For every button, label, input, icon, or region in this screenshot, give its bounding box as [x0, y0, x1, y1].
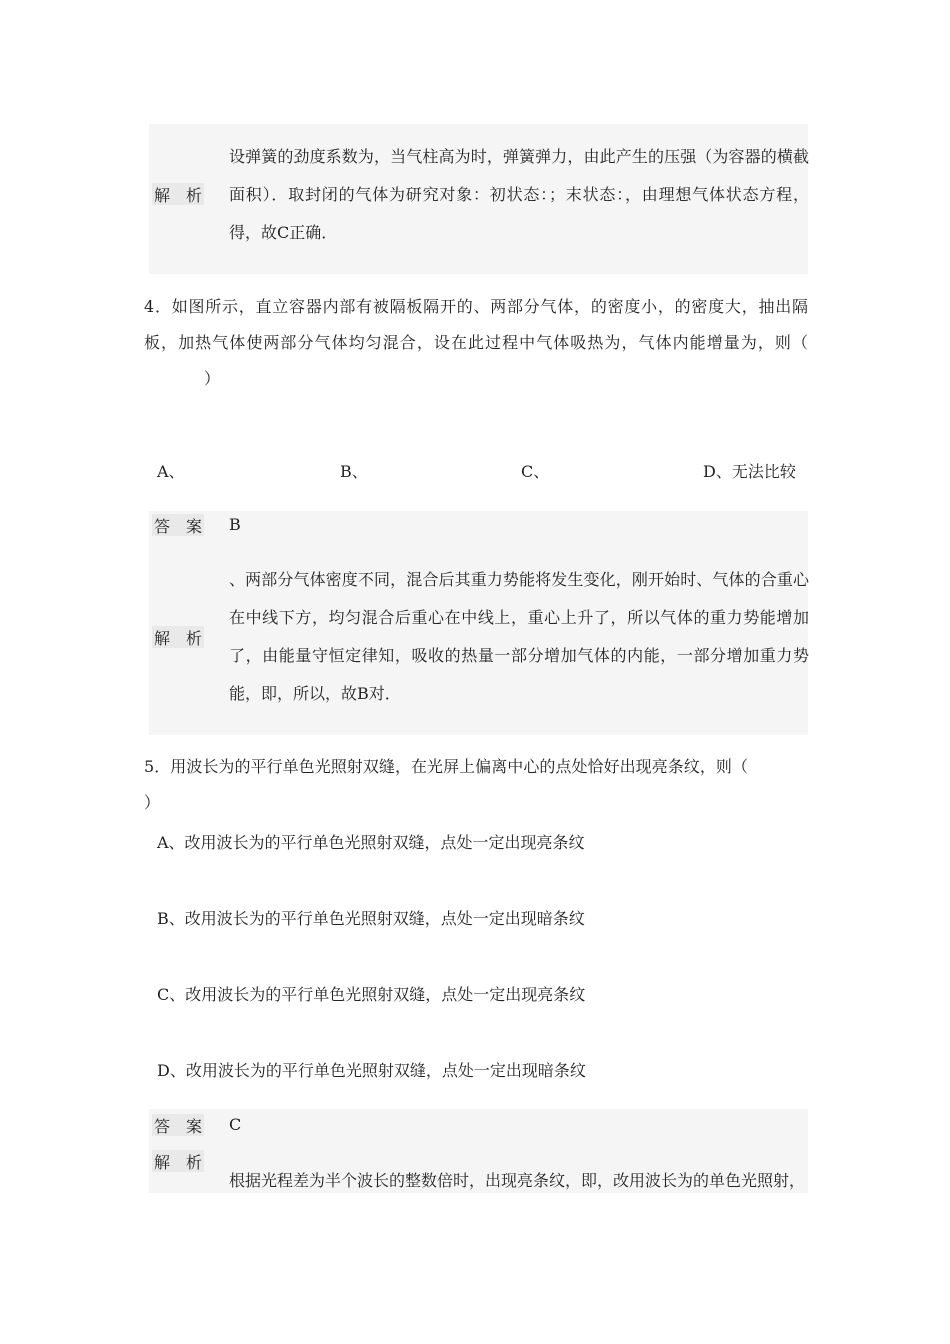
- answer-label-4: 答 案: [152, 514, 204, 536]
- question-5-option-d[interactable]: D、改用波长为的平行单色光照射双缝，点处一定出现暗条纹: [157, 1061, 586, 1080]
- question-4-stem: 4．如图所示，直立容器内部有被隔板隔开的、两部分气体，的密度小，的密度大，抽出隔板，加热气体使两部分气体均匀混合，设在此过程中气体吸热为，气体内能增量为，则（）: [144, 297, 808, 388]
- question-4-option-a[interactable]: A、: [157, 462, 185, 481]
- question-5-option-a[interactable]: A、改用波长为的平行单色光照射双缝，点处一定出现亮条纹: [157, 833, 585, 852]
- analysis-text-5: 根据光程差为半个波长的整数倍时，出现亮条纹，即，改用波长为的单色光照射，: [229, 1171, 806, 1190]
- analysis-text-4: 、两部分气体密度不同，混合后其重力势能将发生变化，刚开始时、气体的合重心在中线下方，均匀混合后重心在中线上，重心上升了，所以气体的重力势能增加了，由能量守恒定律知，吸收的热量一部分增加气体的内能，一部分增加重力势能，即，所以，故B对．: [229, 570, 809, 703]
- analysis-label-1: 解 析: [152, 183, 204, 205]
- question-4-option-b[interactable]: B、: [340, 462, 368, 481]
- question-5-stem: 5．用波长为的平行单色光照射双缝，在光屏上偏离中心的点处恰好出现亮条纹，则（）: [144, 757, 748, 812]
- question-5-option-b[interactable]: B、改用波长为的平行单色光照射双缝，点处一定出现暗条纹: [157, 909, 585, 928]
- question-4-option-c[interactable]: C、: [521, 462, 550, 481]
- analysis-label-5: 解 析: [152, 1150, 204, 1172]
- answer-value-4: B: [229, 515, 241, 534]
- answer-label-5: 答 案: [152, 1114, 204, 1136]
- question-5-option-c[interactable]: C、改用波长为的平行单色光照射双缝，点处一定出现亮条纹: [157, 985, 586, 1004]
- analysis-label-4: 解 析: [152, 626, 204, 648]
- question-4-option-d[interactable]: D、无法比较: [703, 462, 796, 481]
- answer-value-5: C: [229, 1115, 242, 1134]
- analysis-text-1: 设弹簧的劲度系数为，当气柱高为时，弹簧弹力，由此产生的压强（为容器的横截面积）．取封闭的气体为研究对象：初状态：；末状态：，由理想气体状态方程，得，故C正确．: [229, 147, 809, 242]
